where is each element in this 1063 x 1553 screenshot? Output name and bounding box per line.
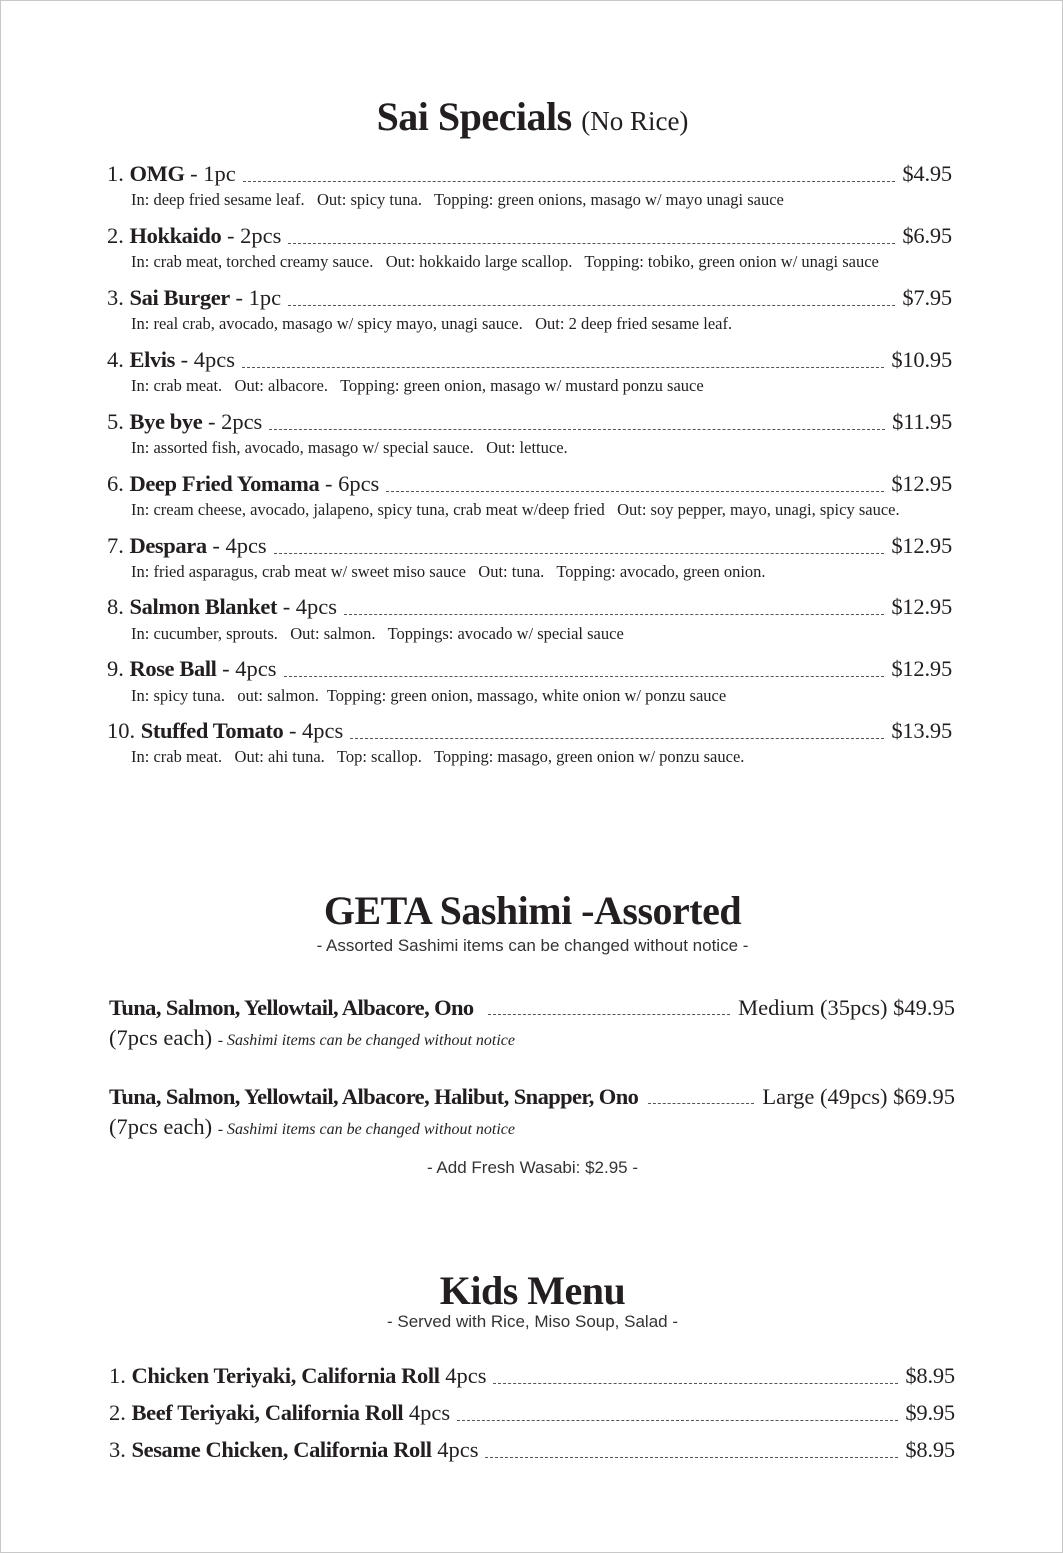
- item-qty: 4pcs: [408, 1400, 451, 1425]
- menu-item: [107, 349, 952, 372]
- dotted-leader: [493, 1382, 898, 1384]
- sashimi-note: - Sashimi items can be changed without notice: [217, 1031, 515, 1049]
- item-number: 9.: [107, 656, 124, 681]
- item-qty: - 1pc: [235, 285, 282, 310]
- menu-item: [107, 163, 952, 186]
- item-qty: 4pcs: [437, 1437, 479, 1462]
- item-price: $8.95: [905, 1437, 955, 1462]
- item-name: Beef Teriyaki, California Roll: [131, 1400, 404, 1425]
- dotted-leader: [242, 366, 884, 368]
- item-name: Despara: [129, 533, 207, 558]
- item-price: $10.95: [891, 347, 952, 372]
- wasabi-addon: - Add Fresh Wasabi: $2.95 -: [426, 1158, 639, 1177]
- dotted-leader: [284, 675, 885, 677]
- item-description: In: cream cheese, avocado, jalapeno, spicy tuna, crab meat w/deep fried Out: soy pepper, mayo, unagi, spicy sauce.: [131, 500, 900, 519]
- item-name: Sai Burger: [129, 285, 230, 310]
- geta-note: - Assorted Sashimi items can be changed without notice -: [316, 936, 749, 955]
- kids-menu-note: - Served with Rice, Miso Soup, Salad -: [386, 1312, 678, 1331]
- menu-item: [107, 473, 952, 496]
- item-qty: - 4pcs: [180, 347, 236, 372]
- item-number: 2.: [109, 1400, 126, 1425]
- sashimi-item-large: [109, 1086, 955, 1138]
- geta-title: GETA Sashimi -Assorted: [323, 888, 742, 933]
- item-qty: - 6pcs: [324, 471, 380, 496]
- item-name: Elvis: [129, 347, 176, 372]
- item-qty: - 4pcs: [288, 718, 344, 743]
- item-price: $12.95: [891, 656, 952, 681]
- kids-menu-title: Kids Menu: [439, 1268, 626, 1313]
- item-qty: - 2pcs: [207, 409, 263, 434]
- sai-specials-subtitle: (No Rice): [581, 106, 689, 136]
- item-number: 3.: [109, 1437, 126, 1462]
- item-description: In: crab meat. Out: ahi tuna. Top: scallop. Topping: masago, green onion w/ ponzu sauce.: [131, 747, 745, 766]
- item-qty: - 4pcs: [222, 656, 277, 681]
- item-description: In: crab meat. Out: albacore. Topping: green onion, masago w/ mustard ponzu sauce: [131, 376, 704, 395]
- dotted-leader: [288, 242, 895, 244]
- item-price: $11.95: [892, 409, 952, 434]
- item-price: $8.95: [905, 1363, 955, 1388]
- item-name: Deep Fried Yomama: [129, 471, 320, 496]
- menu-item: [107, 596, 952, 619]
- sashimi-each: (7pcs each): [109, 1024, 213, 1050]
- item-price: $12.95: [891, 594, 952, 619]
- item-name: OMG: [129, 161, 185, 186]
- sashimi-fish-list: Tuna, Salmon, Yellowtail, Albacore, Halibut, Snapper, Ono: [109, 1084, 639, 1109]
- sai-specials-title-text: Sai Specials: [376, 94, 572, 139]
- menu-item: [107, 411, 952, 434]
- item-price: $7.95: [902, 285, 952, 310]
- dotted-leader: [648, 1102, 754, 1104]
- kids-item: [109, 1402, 955, 1425]
- item-qty: - 4pcs: [282, 594, 338, 619]
- item-number: 8.: [107, 594, 124, 619]
- kids-item: [109, 1365, 955, 1388]
- item-qty: - 1pc: [190, 161, 236, 186]
- dotted-leader: [269, 428, 885, 430]
- dotted-leader: [288, 304, 895, 306]
- dotted-leader: [457, 1419, 898, 1421]
- item-name: Salmon Blanket: [129, 594, 278, 619]
- item-description: In: crab meat, torched creamy sauce. Out: hokkaido large scallop. Topping: tobiko, green onion w/ unagi sauce: [131, 252, 879, 271]
- item-number: 6.: [107, 471, 124, 496]
- item-name: Stuffed Tomato: [140, 718, 284, 743]
- menu-item: [107, 720, 952, 743]
- item-qty: 4pcs: [445, 1363, 487, 1388]
- item-number: 3.: [107, 285, 124, 310]
- item-qty: - 4pcs: [212, 533, 267, 558]
- item-number: 7.: [107, 533, 124, 558]
- sai-specials-title: [1, 93, 1063, 140]
- dotted-leader: [485, 1456, 898, 1458]
- item-number: 1.: [107, 161, 124, 186]
- item-number: 10.: [107, 718, 136, 743]
- kids-item: [109, 1439, 955, 1462]
- item-number: 2.: [107, 223, 124, 248]
- menu-item: [107, 225, 952, 248]
- item-price: $13.95: [891, 718, 952, 743]
- item-description: In: spicy tuna. out: salmon. Topping: green onion, massago, white onion w/ ponzu sauce: [131, 686, 727, 705]
- dotted-leader: [274, 552, 885, 554]
- item-name: Bye bye: [129, 409, 203, 434]
- dotted-leader: [488, 1013, 731, 1015]
- item-price: $9.95: [905, 1400, 955, 1425]
- sashimi-item-medium: [109, 997, 955, 1049]
- sashimi-size: Large (49pcs): [762, 1084, 888, 1109]
- item-description: In: cucumber, sprouts. Out: salmon. Toppings: avocado w/ special sauce: [131, 624, 624, 643]
- item-price: $4.95: [902, 161, 952, 186]
- dotted-leader: [386, 490, 884, 492]
- menu-item: [107, 287, 952, 310]
- item-name: Rose Ball: [129, 656, 217, 681]
- item-description: In: fried asparagus, crab meat w/ sweet miso sauce Out: tuna. Topping: avocado, green onion.: [131, 562, 766, 581]
- sashimi-each: (7pcs each): [109, 1113, 213, 1139]
- menu-item: [107, 658, 952, 681]
- sashimi-size: Medium (35pcs): [738, 995, 888, 1020]
- item-price: $6.95: [902, 223, 952, 248]
- dotted-leader: [344, 613, 884, 615]
- dotted-leader: [243, 180, 896, 182]
- item-description: In: deep fried sesame leaf. Out: spicy tuna. Topping: green onions, masago w/ mayo unagi sauce: [131, 190, 784, 209]
- item-name: Chicken Teriyaki, California Roll: [131, 1363, 440, 1388]
- item-name: Hokkaido: [129, 223, 222, 248]
- dotted-leader: [350, 737, 884, 739]
- sashimi-note: - Sashimi items can be changed without notice: [217, 1120, 515, 1138]
- item-number: 1.: [109, 1363, 126, 1388]
- sashimi-price: $49.95: [893, 995, 955, 1020]
- item-name: Sesame Chicken, California Roll: [131, 1437, 432, 1462]
- item-description: In: real crab, avocado, masago w/ spicy mayo, unagi sauce. Out: 2 deep fried sesame leaf.: [131, 314, 733, 333]
- item-number: 4.: [107, 347, 124, 372]
- menu-item: [107, 535, 952, 558]
- item-price: $12.95: [891, 533, 952, 558]
- item-number: 5.: [107, 409, 124, 434]
- item-description: In: assorted fish, avocado, masago w/ special sauce. Out: lettuce.: [131, 438, 568, 457]
- item-price: $12.95: [891, 471, 952, 496]
- sashimi-price: $69.95: [893, 1084, 955, 1109]
- item-qty: - 2pcs: [226, 223, 282, 248]
- sashimi-fish-list: Tuna, Salmon, Yellowtail, Albacore, Ono: [109, 995, 474, 1020]
